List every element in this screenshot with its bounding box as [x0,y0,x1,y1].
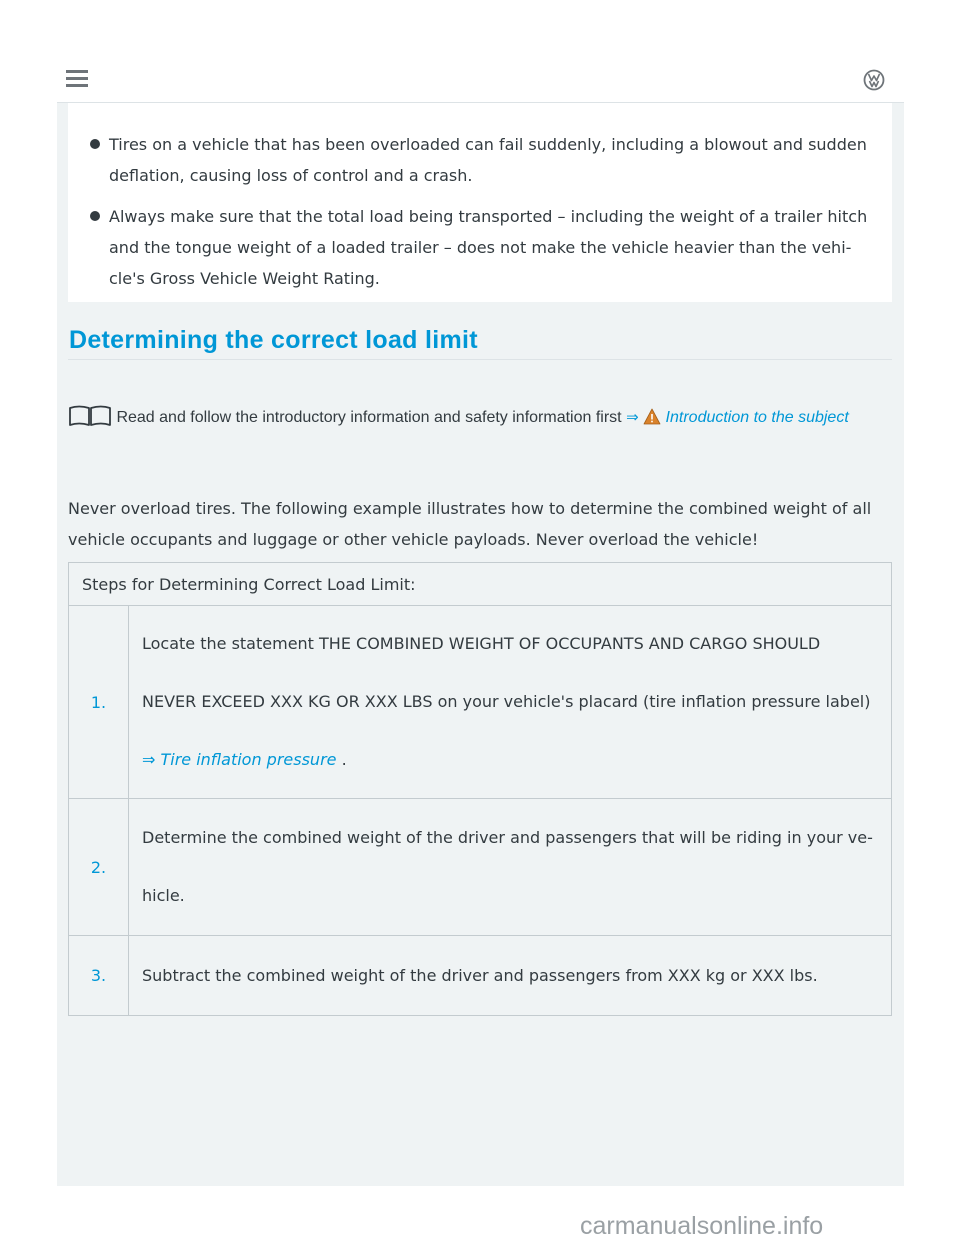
book-icon [68,405,112,427]
warning-bullet: Tires on a vehicle that has been overloaded can fail suddenly, including a blowout and sudden deflation, causing loss of control and a crash. [109,129,879,191]
watermark: carmanualsonline.info [580,1212,824,1240]
manual-page [57,0,904,1186]
body-paragraph: Never overload tires. The following example illustrates how to determine the combined weight of all vehicle occupants and luggage or other vehicle payloads. Never overload the vehicle! [68,499,872,549]
step-text [129,606,892,799]
hamburger-menu-icon[interactable] [66,70,88,88]
warning-bullet: Always make sure that the total load being transported – including the weight of a trailer hitch and the tongue weight of a loaded trailer – does not make the vehicle heavier than the vehi-cle's Gross Vehicle Weight Rating. [109,201,879,294]
introduction-link[interactable]: Introduction to the subject [665,409,849,426]
intro-notice [68,403,892,432]
table-row [69,606,892,799]
warning-triangle-icon [643,408,661,425]
title-divider [68,359,892,360]
top-bar [57,0,904,103]
step-text: Subtract the combined weight of the driver and passengers from XXX kg or XXX lbs. [129,936,892,1016]
step-number: 2. [69,799,129,936]
table-row [69,799,892,936]
step-number: 3. [69,936,129,1016]
tire-inflation-pressure-link[interactable]: ⇒ Tire inflation pressure [142,750,337,769]
arrow-glyph: ⇒ [626,409,639,426]
step-number: 1. [69,606,129,799]
table-row [69,936,892,1016]
step-text: Determine the combined weight of the driver and passengers that will be riding in your ve-hicle. [129,799,892,936]
step-text-body: Locate the statement THE COMBINED WEIGHT OF OCCUPANTS AND CARGO SHOULD NEVER EXCEED XXX KG OR XXX LBS on your vehicle's placard (tire inflation pressure label) [142,634,871,711]
link-suffix: . [336,750,347,769]
load-limit-steps-table [68,562,892,1016]
intro-text: Read and follow the introductory information and safety information first [116,409,622,426]
table-header: Steps for Determining Correct Load Limit: [69,563,892,606]
vw-logo-icon[interactable] [863,69,885,91]
section-title: Determining the correct load limit [69,326,478,354]
